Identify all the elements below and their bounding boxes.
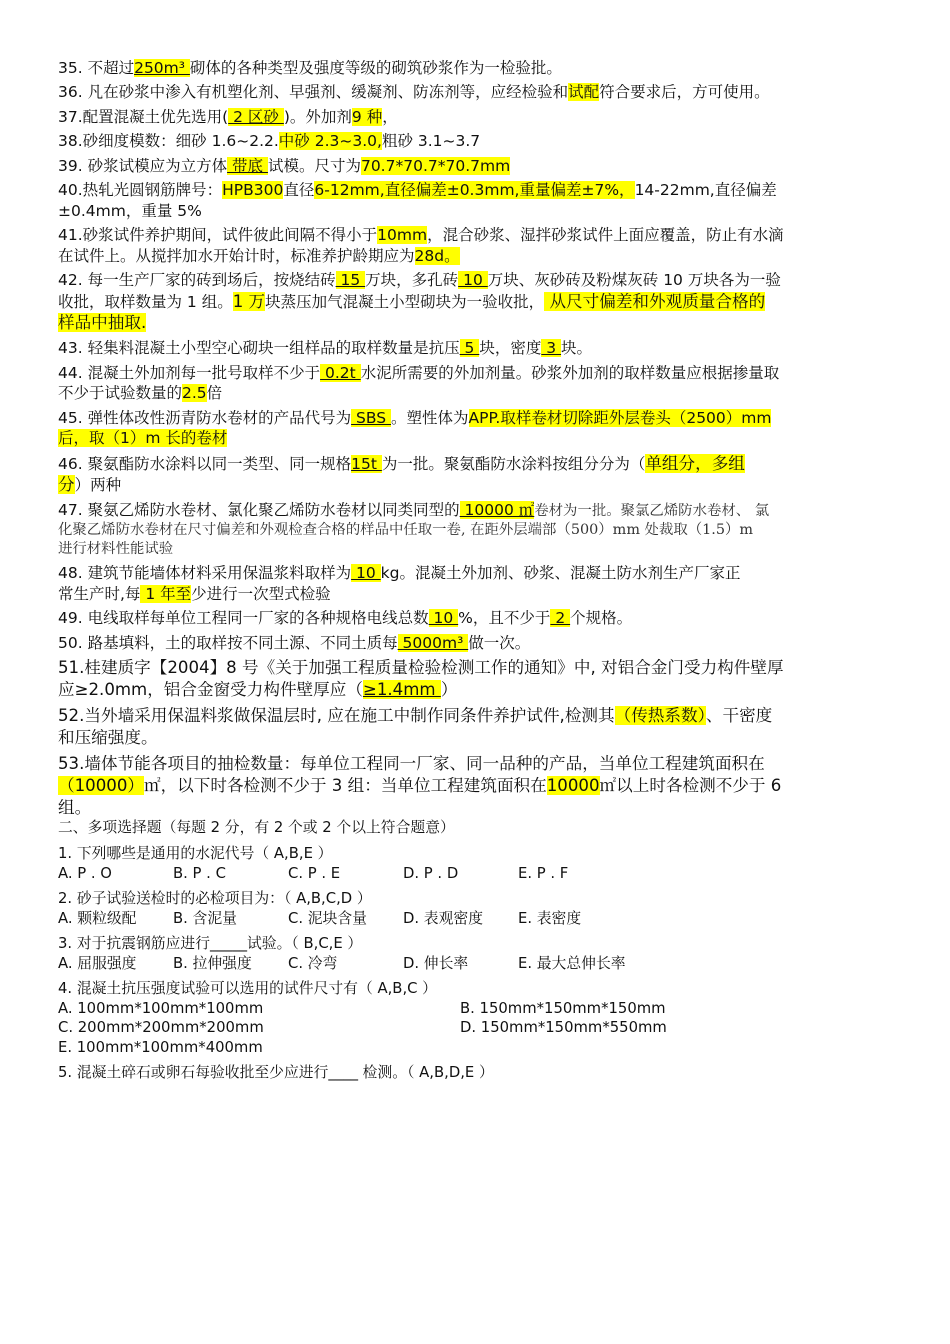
q48: 48. 建筑节能墙体材料采用保温浆料取样为 10 kg。混凝土外加剂、砂浆、混凝土防水剂生产厂家正 xyxy=(58,564,741,583)
q50: 50. 路基填料，土的取样按不同土源、不同土质每 5000m³ 做一次。 xyxy=(58,633,531,652)
q47-cont2: 进行材料性能试验 xyxy=(58,541,174,558)
answer-highlight: 试配 xyxy=(568,83,600,102)
answer-highlight: 15t xyxy=(351,454,382,473)
q44-cont: 不少于试验数量的2.5倍 xyxy=(58,384,223,403)
answer-highlight: 带底 xyxy=(227,156,268,175)
answer-highlight: 样品中抽取. xyxy=(58,313,147,333)
option-d: D. 伸长率 xyxy=(403,954,469,972)
option-d: D. 表观密度 xyxy=(403,909,483,927)
q48-cont: 常生产时,每 1 年至少进行一次型式检验 xyxy=(58,584,331,603)
answer-highlight: 中砂 2.3~3.0, xyxy=(278,132,382,151)
mc-question-1: 1. 下列哪些是通用的水泥代号（ A,B,E ） xyxy=(58,844,333,862)
option-e: E. 最大总伸长率 xyxy=(518,954,626,972)
section-heading-multiple-choice: 二、多项选择题（每题 2 分，有 2 个或 2 个以上符合题意） xyxy=(58,819,455,837)
mc-options-1 xyxy=(58,864,892,884)
q42-cont2 xyxy=(58,312,892,334)
option-b: B. 150mm*150mm*150mm xyxy=(460,999,666,1017)
mc-options-4-row1 xyxy=(58,999,892,1019)
q42-cont: 收批，取样数量为 1 组。1 万块蒸压加气混凝土小型砌块为一验收批， 从尺寸偏差和外观质量合格的 xyxy=(58,291,766,311)
answer-highlight: 从尺寸偏差和外观质量合格的 xyxy=(544,291,766,311)
mc-question-5: 5. 混凝土碎石或卵石每验收批至少应进行____ 检测。（ A,B,D,E ） xyxy=(58,1064,494,1082)
option-a: A. 100mm*100mm*100mm xyxy=(58,999,264,1017)
answer-highlight: 10000 ㎡ xyxy=(459,501,535,520)
option-a: A. P . O xyxy=(58,864,112,882)
answer-highlight: 6-12mm,直径偏差±0.3mm,重量偏差±7%， xyxy=(314,181,635,200)
q51-cont: 应≥2.0mm，铝合金窗受力构件壁厚应（≥1.4mm ） xyxy=(58,680,458,700)
q45-cont xyxy=(58,428,892,448)
answer-highlight: 28d。 xyxy=(414,246,460,265)
q47: 47. 聚氨乙烯防水卷材、氯化聚乙烯防水卷材以同类同型的 10000 ㎡卷材为一批。聚氯乙烯防水卷材、 氯 xyxy=(58,501,770,520)
answer-highlight: 10 xyxy=(458,271,488,290)
answer-highlight: 70.7*70.7*70.7mm xyxy=(360,156,511,175)
answer-highlight: 250m³ xyxy=(134,59,190,77)
mc-question-4: 4. 混凝土抗压强度试验可以选用的试件尺寸有（ A,B,C ） xyxy=(58,980,437,998)
q38: 38.砂细度模数：细砂 1.6~2.2.中砂 2.3~3.0,粗砂 3.1~3.7 xyxy=(58,132,481,151)
q46-cont: 分）两种 xyxy=(58,475,122,495)
answer-highlight: 5 xyxy=(459,339,480,358)
mc-options-4-row2 xyxy=(58,1018,892,1038)
option-e: E. 表密度 xyxy=(518,909,582,927)
answer-highlight: 5000m³ xyxy=(397,633,469,652)
q49: 49. 电线取样每单位工程同一厂家的各种规格电线总数 10 %，且不少于 2 个规格。 xyxy=(58,609,633,628)
answer-highlight: 3 xyxy=(541,339,562,358)
option-e: E. 100mm*100mm*400mm xyxy=(58,1038,263,1056)
q53-cont: （10000）㎡，以下时各检测不少于 3 组：当单位工程建筑面积在10000㎡以上时各检测不少于 6 xyxy=(58,775,782,795)
q39: 39. 砂浆试模应为立方体 带底 试模。尺寸为70.7*70.7*70.7mm xyxy=(58,156,511,175)
answer-highlight: 后，取（1）m 长的卷材 xyxy=(58,429,228,448)
answer-highlight: 1 万 xyxy=(232,291,266,311)
q41-cont: 在试件上。从搅拌加水开始计时，标准养护龄期应为28d。 xyxy=(58,246,460,265)
q46: 46. 聚氨酯防水涂料以同一类型、同一规格15t 为一批。聚氨酯防水涂料按组分分为（单组分，多组 xyxy=(58,453,745,473)
answer-highlight: 2.5 xyxy=(182,384,207,403)
answer-highlight: 分 xyxy=(58,475,75,495)
mc-options-3 xyxy=(58,954,892,974)
q41: 41.砂浆试件养护期间，试件彼此间隔不得小于10mm，混合砂浆、湿拌砂浆试件上面应覆盖，防止有水滴 xyxy=(58,226,784,245)
q52-cont: 和压缩强度。 xyxy=(58,727,158,747)
option-b: B. 含泥量 xyxy=(173,909,237,927)
q52: 52.当外墙采用保温料浆做保温层时, 应在施工中制作同条件养护试件,检测其（传热系数）、干密度 xyxy=(58,706,773,725)
q43: 43. 轻集料混凝土小型空心砌块一组样品的取样数量是抗压 5 块，密度 3 块。 xyxy=(58,339,593,358)
option-d: D. P . D xyxy=(403,864,459,882)
q45: 45. 弹性体改性沥青防水卷材的产品代号为 SBS 。塑性体为APP.取样卷材切除距外层卷头（2500）mm xyxy=(58,408,772,427)
option-c: C. 冷弯 xyxy=(288,954,338,972)
option-d: D. 150mm*150mm*550mm xyxy=(460,1019,667,1037)
q37: 37.配置混凝土优先选用( 2 区砂 )。外加剂9 种， xyxy=(58,107,398,126)
option-a: A. 颗粒级配 xyxy=(58,909,137,927)
option-c: C. P . E xyxy=(288,864,341,882)
option-a: A. 屈服强度 xyxy=(58,954,137,972)
document-page xyxy=(58,58,892,1083)
mc-question-2: 2. 砂子试验送检时的必检项目为：（ A,B,C,D ） xyxy=(58,890,372,908)
option-b: B. P . C xyxy=(173,864,226,882)
q40: 40.热轧光圆钢筋牌号：HPB300直径6-12mm,直径偏差±0.3mm,重量偏差±7%，14-22mm,直径偏差 xyxy=(58,181,777,200)
mc-question-3: 3. 对于抗震钢筋应进行_____试验。（ B,C,E ） xyxy=(58,935,363,953)
answer-highlight: 2 xyxy=(550,609,571,628)
answer-highlight: 1 年至 xyxy=(140,584,192,603)
answer-highlight: ≥1.4mm xyxy=(362,680,441,700)
answer-highlight: （10000） xyxy=(58,775,144,795)
q36: 36. 凡在砂浆中渗入有机塑化剂、早强剂、缓凝剂、防冻剂等，应经检验和试配符合要求后，方可使用。 xyxy=(58,83,770,102)
answer-highlight: 10 xyxy=(428,609,459,628)
q53: 53.墙体节能各项目的抽检数量：每单位工程同一厂家、同一品种的产品，当单位工程建筑面积在 xyxy=(58,753,765,773)
q40-cont: ±0.4mm，重量 5% xyxy=(58,201,202,220)
mc-options-2 xyxy=(58,909,892,929)
q53-cont2: 组。 xyxy=(58,797,92,817)
answer-highlight: 15 xyxy=(335,271,366,290)
answer-highlight: SBS xyxy=(351,408,391,427)
answer-highlight: （传热系数） xyxy=(614,706,706,725)
answer-highlight: 单组分，多组 xyxy=(645,453,745,473)
answer-highlight: 10mm xyxy=(377,226,428,245)
q35: 35. 不超过250m³ 砌体的各种类型及强度等级的砌筑砂浆作为一检验批。 xyxy=(58,59,562,77)
answer-highlight: 2 区砂 xyxy=(228,107,284,126)
answer-highlight: 0.2t xyxy=(320,363,361,382)
answer-highlight: 10 xyxy=(351,564,381,583)
answer-highlight: 10000 xyxy=(546,775,600,795)
answer-highlight: APP.取样卷材切除距外层卷头（2500）mm xyxy=(468,408,772,427)
q42: 42. 每一生产厂家的砖到场后，按烧结砖 15 万块，多孔砖 10 万块、灰砂砖及粉煤灰砖 10 万块各为一验 xyxy=(58,271,781,290)
answer-highlight: 9 种 xyxy=(351,107,383,126)
option-e: E. P . F xyxy=(518,864,569,882)
answer-highlight: HPB300 xyxy=(222,181,284,200)
option-c: C. 泥块含量 xyxy=(288,909,367,927)
q51: 51.桂建质字【2004】8 号《关于加强工程质量检验检测工作的通知》中, 对铝合金门受力构件壁厚 xyxy=(58,658,784,678)
option-b: B. 拉伸强度 xyxy=(173,954,252,972)
q47-cont: 化聚乙烯防水卷材在尺寸偏差和外观检查合格的样品中任取一卷, 在距外层端部（500）mm 处裁取（1.5）m xyxy=(58,522,754,539)
q44: 44. 混凝土外加剂每一批号取样不少于 0.2t 水泥所需要的外加剂量。砂浆外加剂的取样数量应根据掺量取 xyxy=(58,363,780,382)
option-c: C. 200mm*200mm*200mm xyxy=(58,1019,264,1037)
